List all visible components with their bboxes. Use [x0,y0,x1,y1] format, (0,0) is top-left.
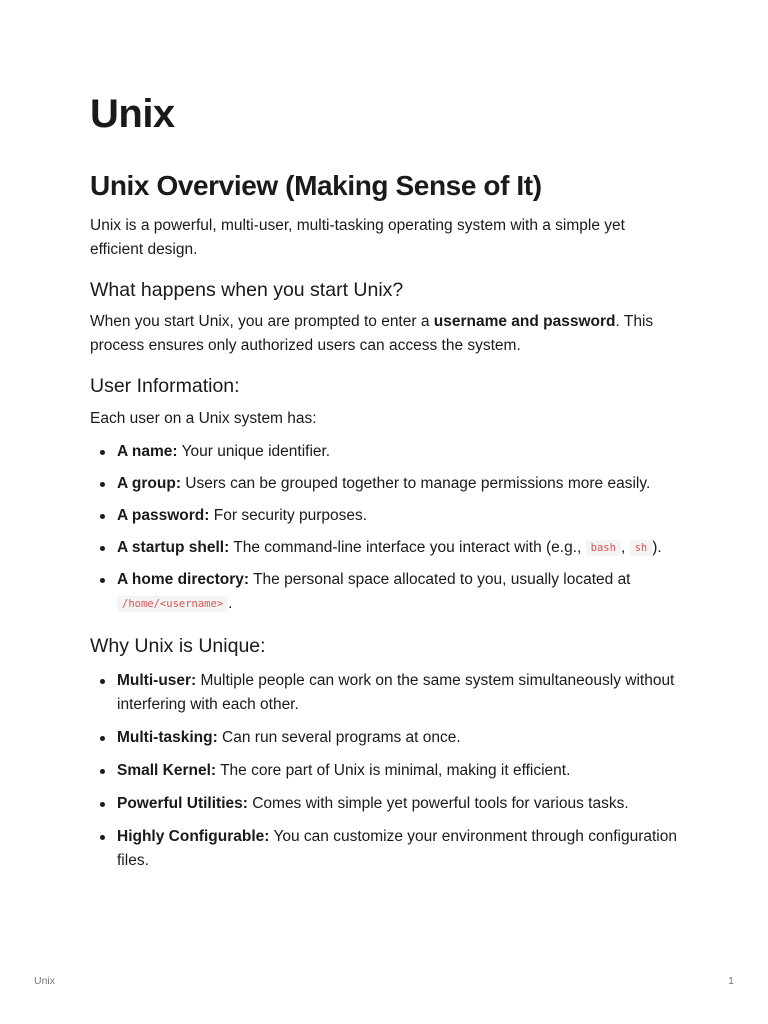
item-desc: The command-line interface you interact with (e.g., [229,539,586,556]
item-term: Multi-tasking: [117,729,218,746]
list-item [90,759,690,783]
why-unique-heading: Why Unix is Unique: [90,635,266,657]
user-info-heading: User Information: [90,375,240,397]
item-desc: Your unique identifier. [177,443,331,460]
list-item [90,440,690,464]
start-text-after: . This process ensures only authorized users can access the system. [90,313,654,354]
item-desc: Users can be grouped together to manage permissions more easily. [181,475,651,492]
user-info-list [90,440,690,616]
item-end: ). [652,539,662,556]
start-paragraph [90,310,680,358]
list-item [90,792,690,816]
item-term: A startup shell: [117,539,230,556]
item-term: A password: [117,507,210,524]
item-end: . [228,595,233,612]
item-term: Multi-user: [117,672,197,689]
item-sep: , [620,539,630,556]
item-desc: For security purposes. [209,507,368,524]
start-text-before: When you start Unix, you are prompted to enter a [90,313,434,330]
list-item [90,536,690,560]
code-snippet: /home/<username> [117,596,228,612]
list-item [90,472,690,496]
code-snippet: bash [586,540,621,556]
start-heading: What happens when you start Unix? [90,279,404,301]
item-desc: The personal space allocated to you, usually located at [249,571,631,588]
item-desc: The core part of Unix is minimal, making it efficient. [216,762,571,779]
list-item [90,825,690,873]
start-text-bold: username and password [433,313,616,330]
item-term: A home directory: [117,571,250,588]
item-desc: Multiple people can work on the same system simultaneously without interfering with each other. [117,672,675,713]
item-term: Small Kernel: [117,762,217,779]
why-unique-list [90,669,690,873]
code-snippet: sh [630,540,653,556]
list-item [90,568,690,616]
overview-heading: Unix Overview (Making Sense of It) [90,170,542,201]
item-term: Highly Configurable: [117,828,270,845]
footer-page-number: 1 [728,975,734,987]
overview-intro: Unix is a powerful, multi-user, multi-tasking operating system with a simple yet efficient design. [90,217,625,258]
list-item [90,726,690,750]
list-item [90,669,690,717]
item-desc: You can customize your environment through configuration files. [117,828,677,869]
document-title: Unix [90,92,175,136]
item-term: Powerful Utilities: [117,795,248,812]
item-term: A name: [117,443,178,460]
footer-doc-name: Unix [34,975,56,987]
item-desc: Can run several programs at once. [217,729,461,746]
item-desc: Comes with simple yet powerful tools for various tasks. [247,795,629,812]
list-item [90,504,690,528]
user-info-intro: Each user on a Unix system has: [90,410,317,427]
item-term: A group: [117,475,181,492]
